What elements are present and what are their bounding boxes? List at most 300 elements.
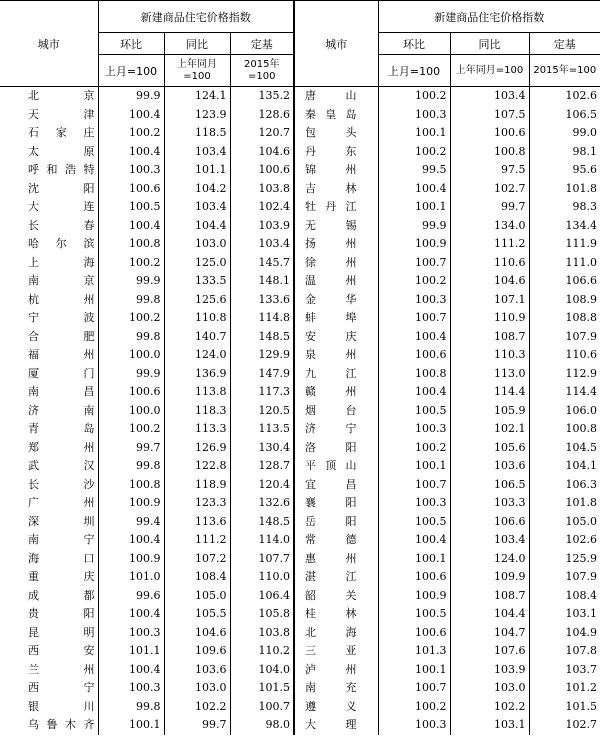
fixed-left: 104.0 (230, 661, 294, 680)
yoy-right: 103.4 (450, 87, 529, 106)
city-left: 西宁 (28, 681, 95, 694)
table-row (0, 568, 600, 587)
mom-base-left: 上月=100 (98, 55, 164, 87)
city-left: 兰州 (28, 662, 95, 676)
fixed-left: 129.9 (230, 346, 294, 365)
city-left: 北京 (28, 89, 95, 102)
fixed-right: 103.1 (529, 605, 600, 624)
yoy-right: 103.6 (450, 457, 529, 476)
yoy-left: 102.2 (164, 698, 230, 717)
table-row (0, 180, 600, 199)
table-body (0, 87, 600, 735)
yoy-right: 104.4 (450, 605, 529, 624)
mom-left: 100.4 (98, 106, 164, 125)
mom-right: 100.3 (378, 494, 450, 513)
city-right: 大理 (294, 716, 378, 735)
yoy-left: 124.1 (164, 87, 230, 106)
table-row (0, 198, 600, 217)
table-row (0, 457, 600, 476)
mom-left: 100.3 (98, 679, 164, 698)
city-right: 济宁 (294, 420, 378, 439)
yoy-right: 99.7 (450, 198, 529, 217)
table-row (0, 476, 600, 495)
yoy-right: 114.4 (450, 383, 529, 402)
yoy-left: 122.8 (164, 457, 230, 476)
yoy-right: 102.1 (450, 420, 529, 439)
fixed-right: 110.6 (529, 346, 600, 365)
fixed-right: 101.5 (529, 698, 600, 717)
fixed-left: 113.5 (230, 420, 294, 439)
mom-right: 100.7 (378, 679, 450, 698)
mom-right: 100.5 (378, 513, 450, 532)
fixed-left: 132.6 (230, 494, 294, 513)
mom-right: 99.5 (378, 161, 450, 180)
mom-right: 100.1 (378, 124, 450, 143)
yoy-right: 108.7 (450, 587, 529, 606)
fixed-left: 114.8 (230, 309, 294, 328)
mom-left: 100.6 (98, 383, 164, 402)
city-right: 安庆 (294, 328, 378, 347)
yoy-left: 113.3 (164, 420, 230, 439)
mom-left: 100.3 (98, 624, 164, 643)
city-left: 合肥 (28, 329, 95, 343)
city-left: 重庆 (28, 570, 95, 583)
fixed-right: 104.1 (529, 457, 600, 476)
yoy-right: 102.7 (450, 180, 529, 199)
yoy-left: 124.0 (164, 346, 230, 365)
city-right: 牡丹江 (294, 198, 378, 217)
fixed-right: 107.8 (529, 642, 600, 661)
fixed-left: 100.7 (230, 698, 294, 717)
yoy-base-left: 上年同月=100 (164, 55, 230, 87)
fixed-header-right: 定基 (529, 33, 600, 55)
yoy-left: 103.0 (164, 235, 230, 254)
mom-right: 100.6 (378, 568, 450, 587)
table-row (0, 328, 600, 347)
city-left: 沈阳 (28, 181, 95, 195)
yoy-left: 110.8 (164, 309, 230, 328)
mom-left: 101.0 (98, 568, 164, 587)
yoy-right: 107.6 (450, 642, 529, 661)
city-left: 太原 (28, 144, 95, 158)
fixed-right: 101.8 (529, 180, 600, 199)
fixed-right: 99.0 (529, 124, 600, 143)
fixed-left: 148.5 (230, 513, 294, 532)
mom-header-left: 环比 (98, 33, 164, 55)
fixed-right: 98.3 (529, 198, 600, 217)
city-right: 泸州 (294, 661, 378, 680)
yoy-left: 99.7 (164, 716, 230, 735)
fixed-left: 145.7 (230, 254, 294, 273)
mom-left: 100.8 (98, 476, 164, 495)
table-row (0, 642, 600, 661)
table-row (0, 661, 600, 680)
yoy-left: 113.8 (164, 383, 230, 402)
table-row (0, 365, 600, 384)
fixed-left: 100.6 (230, 161, 294, 180)
mom-base-right: 上月=100 (378, 55, 450, 87)
table-row (0, 550, 600, 569)
mom-right: 99.9 (378, 217, 450, 236)
city-left: 哈尔滨 (28, 237, 95, 250)
mom-left: 99.9 (98, 272, 164, 291)
fixed-left: 135.2 (230, 87, 294, 106)
mom-right: 100.4 (378, 531, 450, 550)
mom-left: 99.8 (98, 698, 164, 717)
table-row (0, 383, 600, 402)
mom-right: 100.7 (378, 254, 450, 273)
mom-right: 100.2 (378, 143, 450, 162)
table-row (0, 106, 600, 125)
mom-left: 100.2 (98, 254, 164, 273)
mom-left: 99.9 (98, 87, 164, 106)
mom-right: 100.2 (378, 439, 450, 458)
city-right: 平顶山 (294, 457, 378, 476)
fixed-right: 107.9 (529, 568, 600, 587)
yoy-right: 110.9 (450, 309, 529, 328)
fixed-right: 102.7 (529, 716, 600, 735)
city-right: 徐州 (294, 254, 378, 273)
mom-right: 100.5 (378, 605, 450, 624)
yoy-left: 111.2 (164, 531, 230, 550)
yoy-right: 111.2 (450, 235, 529, 254)
yoy-right: 106.5 (450, 476, 529, 495)
yoy-right: 107.1 (450, 291, 529, 310)
fixed-right: 107.9 (529, 328, 600, 347)
table-row (0, 420, 600, 439)
mom-left: 100.9 (98, 494, 164, 513)
fixed-right: 134.4 (529, 217, 600, 236)
fixed-left: 106.4 (230, 587, 294, 606)
fixed-left: 120.4 (230, 476, 294, 495)
mom-right: 100.2 (378, 87, 450, 106)
fixed-right: 106.5 (529, 106, 600, 125)
yoy-right: 103.3 (450, 494, 529, 513)
yoy-right: 134.0 (450, 217, 529, 236)
city-left: 宁波 (28, 311, 95, 324)
yoy-right: 107.5 (450, 106, 529, 125)
mom-left: 99.8 (98, 457, 164, 476)
fixed-left: 103.9 (230, 217, 294, 236)
fixed-left: 120.7 (230, 124, 294, 143)
yoy-right: 108.7 (450, 328, 529, 347)
city-left: 大连 (28, 200, 95, 213)
yoy-header-right: 同比 (450, 33, 529, 55)
table-row (0, 513, 600, 532)
yoy-left: 104.4 (164, 217, 230, 236)
fixed-left: 101.5 (230, 679, 294, 698)
mom-header-right: 环比 (378, 33, 450, 55)
city-right: 包头 (294, 124, 378, 143)
yoy-right: 113.0 (450, 365, 529, 384)
mom-right: 100.7 (378, 309, 450, 328)
yoy-right: 110.3 (450, 346, 529, 365)
city-right: 唐山 (294, 87, 378, 106)
yoy-left: 136.9 (164, 365, 230, 384)
yoy-right: 110.6 (450, 254, 529, 273)
city-right: 惠州 (294, 550, 378, 569)
yoy-left: 103.6 (164, 661, 230, 680)
mom-right: 100.2 (378, 698, 450, 717)
mom-left: 100.4 (98, 217, 164, 236)
mom-right: 100.9 (378, 235, 450, 254)
fixed-header-left: 定基 (230, 33, 294, 55)
fixed-left: 103.8 (230, 180, 294, 199)
mom-left: 100.4 (98, 661, 164, 680)
fixed-left: 105.8 (230, 605, 294, 624)
mom-left: 100.8 (98, 235, 164, 254)
yoy-left: 118.9 (164, 476, 230, 495)
fixed-left: 130.4 (230, 439, 294, 458)
mom-right: 100.1 (378, 550, 450, 569)
city-left: 南京 (28, 274, 95, 287)
fixed-right: 111.0 (529, 254, 600, 273)
mom-left: 100.6 (98, 180, 164, 199)
mom-left: 100.2 (98, 309, 164, 328)
fixed-right: 104.5 (529, 439, 600, 458)
table-row (0, 272, 600, 291)
table-row (0, 531, 600, 550)
mom-right: 100.1 (378, 198, 450, 217)
mom-right: 100.9 (378, 587, 450, 606)
mom-left: 100.5 (98, 198, 164, 217)
city-right: 丹东 (294, 143, 378, 162)
table-row (0, 161, 600, 180)
city-right: 湛江 (294, 568, 378, 587)
fixed-right: 101.2 (529, 679, 600, 698)
yoy-right: 105.6 (450, 439, 529, 458)
mom-left: 100.0 (98, 346, 164, 365)
yoy-header-left: 同比 (164, 33, 230, 55)
table-row (0, 494, 600, 513)
table-row (0, 346, 600, 365)
city-right: 常德 (294, 531, 378, 550)
city-left: 昆明 (28, 625, 95, 639)
fixed-base-right: 2015年=100 (529, 55, 600, 87)
city-right: 北海 (294, 624, 378, 643)
city-right: 泉州 (294, 346, 378, 365)
yoy-right: 109.9 (450, 568, 529, 587)
yoy-left: 109.6 (164, 642, 230, 661)
fixed-right: 98.1 (529, 143, 600, 162)
city-left: 石家庄 (28, 126, 95, 139)
city-left: 乌鲁木齐 (28, 718, 95, 731)
city-right: 锦州 (294, 161, 378, 180)
fixed-left: 103.8 (230, 624, 294, 643)
mom-left: 100.4 (98, 531, 164, 550)
mom-right: 100.3 (378, 420, 450, 439)
yoy-left: 107.2 (164, 550, 230, 569)
table-row (0, 716, 600, 735)
fixed-left: 114.0 (230, 531, 294, 550)
fixed-left: 103.4 (230, 235, 294, 254)
table-row (0, 143, 600, 162)
yoy-left: 101.1 (164, 161, 230, 180)
fixed-right: 114.4 (529, 383, 600, 402)
fixed-right: 111.9 (529, 235, 600, 254)
fixed-left: 128.7 (230, 457, 294, 476)
mom-right: 100.1 (378, 457, 450, 476)
city-right: 襄阳 (294, 494, 378, 513)
city-right: 吉林 (294, 180, 378, 199)
fixed-left: 102.4 (230, 198, 294, 217)
fixed-left: 148.1 (230, 272, 294, 291)
table-row (0, 679, 600, 698)
fixed-left: 117.3 (230, 383, 294, 402)
mom-right: 100.6 (378, 346, 450, 365)
city-left: 广州 (28, 496, 95, 509)
table-row (0, 254, 600, 273)
mom-right: 100.7 (378, 476, 450, 495)
fixed-right: 108.9 (529, 291, 600, 310)
yoy-left: 104.2 (164, 180, 230, 199)
city-right: 秦皇岛 (294, 106, 378, 125)
mom-right: 100.8 (378, 365, 450, 384)
city-right: 扬州 (294, 235, 378, 254)
fixed-right: 112.9 (529, 365, 600, 384)
city-left: 西安 (28, 644, 95, 657)
table-row (0, 309, 600, 328)
fixed-base-left: 2015年=100 (230, 55, 294, 87)
yoy-left: 125.0 (164, 254, 230, 273)
city-left: 长春 (28, 218, 95, 232)
fixed-right: 101.8 (529, 494, 600, 513)
city-left: 厦门 (28, 366, 95, 380)
city-left: 深圳 (28, 514, 95, 528)
table-row (0, 291, 600, 310)
table-row (0, 587, 600, 606)
city-left: 南宁 (28, 533, 95, 546)
city-left: 武汉 (28, 459, 95, 472)
fixed-right: 102.6 (529, 87, 600, 106)
fixed-right: 106.6 (529, 272, 600, 291)
city-left: 济南 (28, 403, 95, 417)
city-right: 无锡 (294, 217, 378, 236)
city-right: 烟台 (294, 402, 378, 421)
yoy-left: 103.0 (164, 679, 230, 698)
city-right: 南充 (294, 679, 378, 698)
city-header-left: 城市 (0, 1, 98, 87)
fixed-right: 125.9 (529, 550, 600, 569)
city-left: 呼和浩特 (28, 163, 95, 176)
fixed-right: 108.8 (529, 309, 600, 328)
mom-left: 99.8 (98, 328, 164, 347)
yoy-left: 113.6 (164, 513, 230, 532)
index-title-right: 新建商品住宅价格指数 (378, 1, 600, 33)
fixed-left: 148.5 (230, 328, 294, 347)
mom-right: 100.5 (378, 402, 450, 421)
table-row (0, 624, 600, 643)
city-right: 宜昌 (294, 476, 378, 495)
fixed-left: 98.0 (230, 716, 294, 735)
yoy-left: 105.5 (164, 605, 230, 624)
mom-left: 99.9 (98, 365, 164, 384)
mom-left: 100.2 (98, 420, 164, 439)
yoy-right: 102.2 (450, 698, 529, 717)
city-left: 杭州 (28, 292, 95, 306)
mom-left: 100.0 (98, 402, 164, 421)
index-title-left: 新建商品住宅价格指数 (98, 1, 294, 33)
yoy-left: 123.9 (164, 106, 230, 125)
fixed-right: 95.6 (529, 161, 600, 180)
city-left: 银川 (28, 699, 95, 713)
city-left: 福州 (28, 348, 95, 361)
city-left: 天津 (28, 107, 95, 121)
yoy-right: 104.7 (450, 624, 529, 643)
mom-right: 100.4 (378, 328, 450, 347)
mom-left: 100.2 (98, 124, 164, 143)
fixed-left: 147.9 (230, 365, 294, 384)
city-right: 岳阳 (294, 513, 378, 532)
yoy-left: 118.5 (164, 124, 230, 143)
fixed-right: 103.7 (529, 661, 600, 680)
city-right: 蚌埠 (294, 309, 378, 328)
yoy-left: 103.4 (164, 198, 230, 217)
yoy-right: 105.9 (450, 402, 529, 421)
mom-right: 100.3 (378, 716, 450, 735)
table-row (0, 124, 600, 143)
city-left: 上海 (28, 255, 95, 269)
yoy-right: 106.6 (450, 513, 529, 532)
city-right: 桂林 (294, 605, 378, 624)
city-left: 郑州 (28, 440, 95, 454)
mom-right: 100.2 (378, 272, 450, 291)
table-row (0, 402, 600, 421)
yoy-right: 100.8 (450, 143, 529, 162)
fixed-right: 106.0 (529, 402, 600, 421)
yoy-right: 103.9 (450, 661, 529, 680)
city-right: 温州 (294, 272, 378, 291)
fixed-left: 120.5 (230, 402, 294, 421)
mom-right: 100.4 (378, 180, 450, 199)
mom-right: 100.3 (378, 106, 450, 125)
yoy-right: 103.4 (450, 531, 529, 550)
city-right: 金华 (294, 291, 378, 310)
mom-right: 100.6 (378, 624, 450, 643)
city-left: 青岛 (28, 422, 95, 435)
yoy-right: 103.0 (450, 679, 529, 698)
yoy-left: 125.6 (164, 291, 230, 310)
yoy-right: 100.6 (450, 124, 529, 143)
mom-left: 100.4 (98, 605, 164, 624)
table-row (0, 217, 600, 236)
city-left: 长沙 (28, 477, 95, 491)
yoy-left: 108.4 (164, 568, 230, 587)
city-left: 成都 (28, 588, 95, 602)
mom-left: 99.4 (98, 513, 164, 532)
city-right: 韶关 (294, 587, 378, 606)
city-right: 三亚 (294, 642, 378, 661)
fixed-left: 110.2 (230, 642, 294, 661)
mom-left: 99.8 (98, 291, 164, 310)
yoy-left: 118.3 (164, 402, 230, 421)
yoy-right: 124.0 (450, 550, 529, 569)
yoy-left: 104.6 (164, 624, 230, 643)
yoy-right: 104.6 (450, 272, 529, 291)
mom-right: 100.4 (378, 383, 450, 402)
city-right: 九江 (294, 365, 378, 384)
yoy-right: 103.1 (450, 716, 529, 735)
yoy-left: 123.3 (164, 494, 230, 513)
city-header-right: 城市 (294, 1, 378, 87)
fixed-left: 110.0 (230, 568, 294, 587)
city-right: 洛阳 (294, 439, 378, 458)
fixed-left: 104.6 (230, 143, 294, 162)
yoy-left: 103.4 (164, 143, 230, 162)
city-right: 赣州 (294, 383, 378, 402)
mom-right: 100.3 (378, 291, 450, 310)
yoy-left: 133.5 (164, 272, 230, 291)
